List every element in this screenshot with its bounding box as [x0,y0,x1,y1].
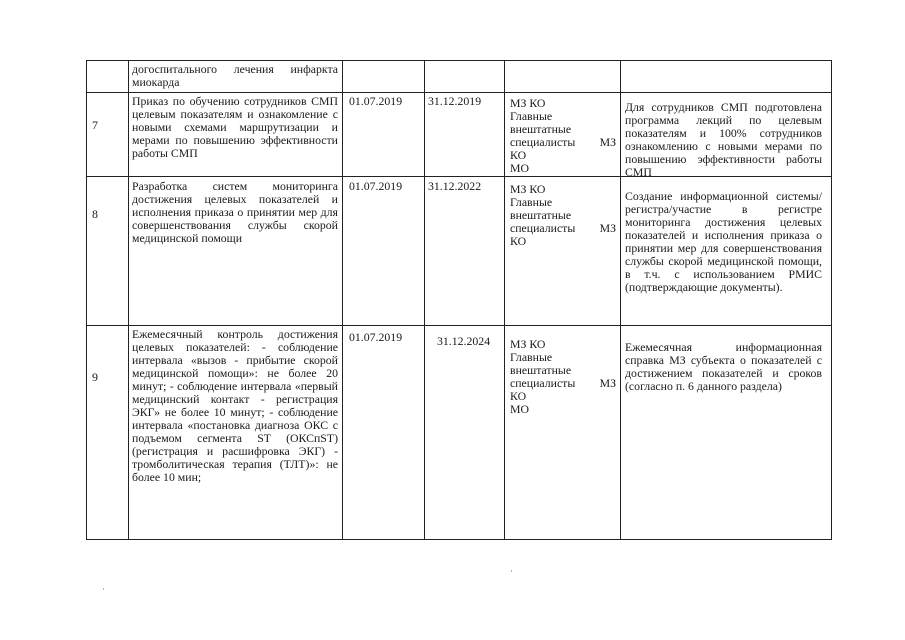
responsible-line: Главные [510,109,553,123]
task-cell: Ежемесячный контроль достижения целевых показателей: - соблюдение интервала «вызов - прибытие скорой медицинской помощи»: не более 20 минут; - соблюдение интервала «первый медицинский контакт - регистрация ЭКГ» не более 10 минут; - соблюдение интервала «постановка диагноза ОКС с подъемом сегмента ST (ОКСпST) (регистрация и расшифровка ЭКГ) - тромболитическая терапия (ТЛТ)»: не более 10 мин; [132,327,338,484]
responsible-line: специалисты МЗ [510,221,616,235]
responsible-line: КО [510,389,527,403]
responsible-line: МЗ КО [510,182,546,196]
task-cell: Приказ по обучению сотрудников СМП целевым показателям и ознакомление с новыми схемами маршрутизации и мерами по повышению эффективности работы СМП [132,94,338,160]
start-date: 01.07.2019 [349,179,403,193]
end-date: 31.12.2019 [428,94,482,108]
responsible-line: КО [510,148,527,162]
table-border-bottom [86,539,832,540]
table-border-right [831,60,832,540]
responsible-line: внештатные [510,122,572,136]
column-divider [424,60,425,540]
result-cell: Для сотрудников СМП подготовлена программа лекций по целевым показателям и 100% сотрудников ознакомлению с новыми мерами по повышению эффективности работы СМП [625,100,822,179]
table-border-top [86,60,832,61]
responsible-line: специалисты МЗ [510,376,616,390]
row-divider [86,325,832,326]
start-date: 01.07.2019 [349,94,403,108]
responsible-cell [510,338,616,416]
scan-speck: · [510,566,513,576]
row-number: 8 [92,207,98,221]
responsible-line: внештатные [510,208,572,222]
responsible-cell [510,183,616,248]
column-divider [342,60,343,540]
column-divider [504,60,505,540]
row-number: 9 [92,370,98,384]
responsible-line: МО [510,402,530,416]
responsible-line: внештатные [510,363,572,377]
responsible-line: КО [510,234,527,248]
responsible-cell [510,97,616,175]
end-date: 31.12.2024 [437,334,491,348]
responsible-line: МЗ КО [510,337,546,351]
end-date: 31.12.2022 [428,179,482,193]
responsible-line: МЗ КО [510,96,546,110]
task-cell: догоспитального лечения инфаркта миокарда [132,62,338,89]
row-number: 7 [92,118,98,132]
responsible-line: Главные [510,350,553,364]
column-divider [128,60,129,540]
responsible-line: Главные [510,195,553,209]
result-cell: Ежемесячная информационная справка МЗ субъекта о показателей с достижением показателей и сроков (согласно п. 6 данного раздела) [625,340,822,393]
scan-speck: · [102,584,105,594]
table-border-left [86,60,87,540]
result-cell: Создание информационной системы/регистра/участие в регистре мониторинга достижения целевых показателей и исполнения приказа о принятии мер для совершенствования службы скорой медицинской помощи, в т.ч. с использованием РМИС (подтверждающие документы). [625,189,822,294]
column-divider [620,60,621,540]
responsible-line: специалисты МЗ [510,135,616,149]
responsible-line: МО [510,161,530,175]
row-divider [86,92,832,93]
start-date: 01.07.2019 [349,330,403,344]
task-cell: Разработка систем мониторинга достижения целевых показателей и исполнения приказа о принятии мер для совершенствования службы скорой медицинской помощи [132,179,338,245]
